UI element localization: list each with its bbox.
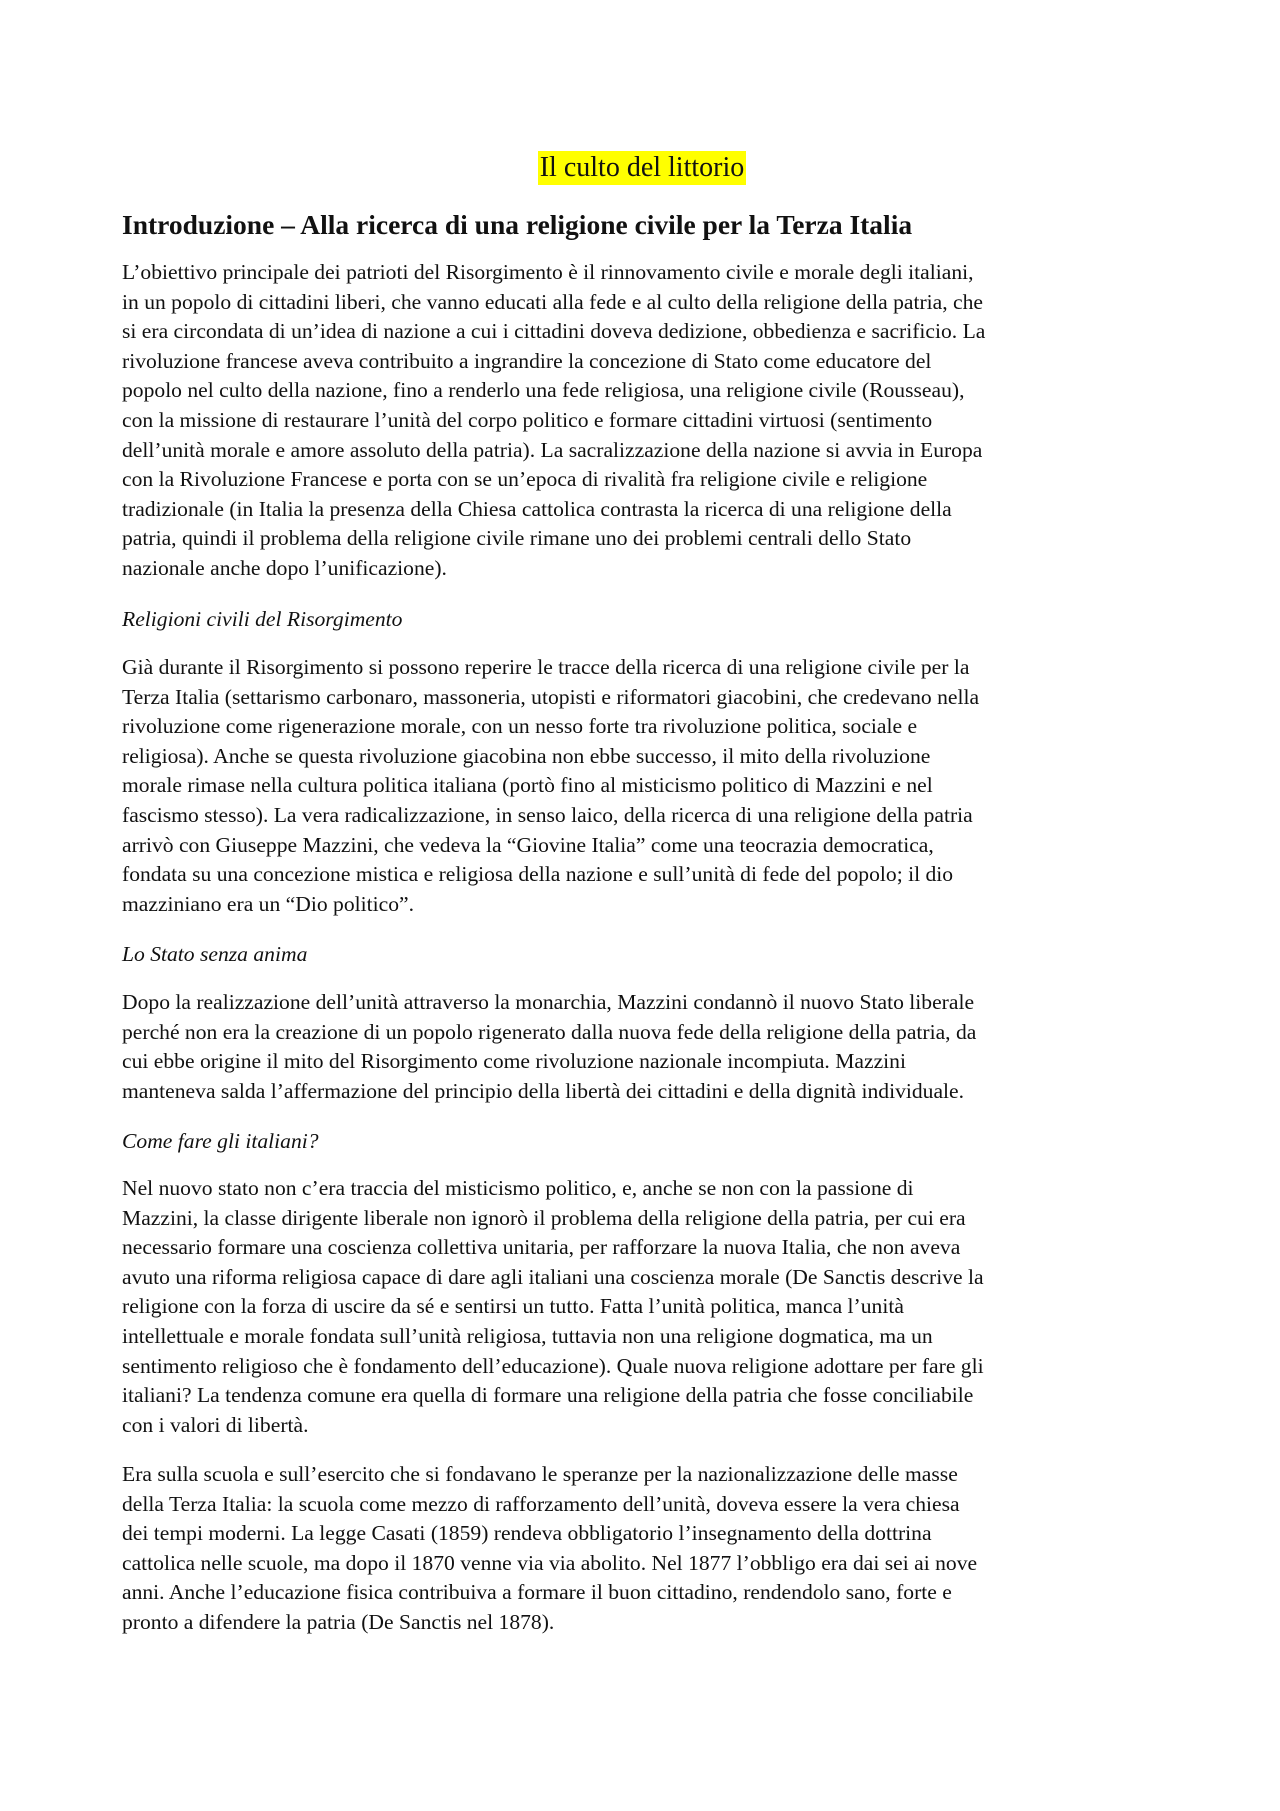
text-line: necessario formare una coscienza collettiva unitaria, per rafforzare la nuova Italia, che non aveva [122,1235,961,1260]
paragraph-religioni-civili [122,653,1162,919]
text-line: dei tempi moderni. La legge Casati (1859) rendeva obbligatorio l’insegnamento della dottrina [122,1521,932,1546]
text-line: intellettuale e morale fondata sull’unità religiosa, tuttavia non una religione dogmatica, ma un [122,1323,933,1348]
text-line: in un popolo di cittadini liberi, che vanno educati alla fede e al culto della religione della patria, che [122,289,984,314]
text-line: cattolica nelle scuole, ma dopo il 1870 venne via via abolito. Nel 1877 l’obbligo era dai sei ai nove [122,1550,978,1575]
document-title: Il culto del littorio [539,152,745,183]
text-line: Già durante il Risorgimento si possono reperire le tracce della ricerca di una religione civile per la [122,655,970,679]
text-line: cui ebbe origine il mito del Risorgimento come rivoluzione nazionale incompiuta. Mazzini [122,1049,906,1074]
paragraph-intro [122,258,1162,584]
text-line: patria, quindi il problema della religione civile rimane uno dei problemi centrali dello Stato [122,526,912,551]
text-line: nazionale anche dopo l’unificazione). [122,555,447,580]
text-line: perché non era la creazione di un popolo rigenerato dalla nuova fede della religione della patria, da [122,1019,977,1044]
text-line: avuto una riforma religiosa capace di dare agli italiani una coscienza morale (De Sanctis descrive la [122,1264,984,1289]
text-line: Mazzini, la classe dirigente liberale non ignorò il problema della religione della patria, per cui era [122,1205,966,1230]
text-line: rivoluzione come rigenerazione morale, con un nesso forte tra rivoluzione politica, sociale e [122,714,918,739]
text-line: Era sulla scuola e sull’esercito che si fondavano le speranze per la nazionalizzazione delle masse [122,1462,958,1486]
text-line: con la Rivoluzione Francese e porta con se un’epoca di rivalità fra religione civile e religione [122,467,928,492]
text-line: con la missione di restaurare l’unità del corpo politico e formare cittadini virtuosi (sentimento [122,407,933,432]
text-line: Terza Italia (settarismo carbonaro, massoneria, utopisti e riformatori giacobini, che credevano nella [122,684,980,709]
subheading-come-fare-gli-italiani: Come fare gli italiani? [122,1129,319,1153]
text-line: religiosa). Anche se questa rivoluzione giacobina non ebbe successo, il mito della rivoluzione [122,743,931,768]
subheading-stato-senza-anima: Lo Stato senza anima [122,942,308,966]
text-line: L’obiettivo principale dei patrioti del Risorgimento è il rinnovamento civile e morale degli italiani, [122,260,974,284]
text-line: pronto a difendere la patria (De Sanctis nel 1878). [122,1609,555,1634]
text-line: tradizionale (in Italia la presenza della Chiesa cattolica contrasta la ricerca di una religione della [122,496,952,521]
text-line: italiani? La tendenza comune era quella di formare una religione della patria che fosse conciliabile [122,1383,974,1408]
text-line: popolo nel culto della nazione, fino a renderlo una fede religiosa, una religione civile (Rousseau), [122,378,965,403]
text-line: fondata su una concezione mistica e religiosa della nazione e sull’unità di fede del popolo; il dio [122,862,954,887]
paragraph-stato-senza-anima [122,988,1162,1106]
text-line: anni. Anche l’educazione fisica contribuiva a formare il buon cittadino, rendendolo sano, forte e [122,1580,952,1605]
text-line: sentimento religioso che è fondamento dell’educazione). Quale nuova religione adottare per fare gli [122,1353,984,1378]
subheading-religioni-civili: Religioni civili del Risorgimento [122,607,403,631]
text-line: religione con la forza di uscire da sé e sentirsi un tutto. Fatta l’unità politica, manca l’unità [122,1294,904,1319]
text-line: manteneva salda l’affermazione del principio della libertà dei cittadini e della dignità individuale. [122,1078,965,1103]
paragraph-scuola-esercito [122,1460,1162,1638]
text-line: della Terza Italia: la scuola come mezzo di rafforzamento dell’unità, doveva essere la vera chiesa [122,1491,960,1516]
text-line: arrivò con Giuseppe Mazzini, che vedeva la “Giovine Italia” come una teocrazia democratica, [122,832,934,857]
text-line: rivoluzione francese aveva contribuito a ingrandire la concezione di Stato come educatore del [122,348,932,373]
text-line: Nel nuovo stato non c’era traccia del misticismo politico, e, anche se non con la passione di [122,1176,914,1200]
text-line: Dopo la realizzazione dell’unità attraverso la monarchia, Mazzini condannò il nuovo Stato liberale [122,990,975,1014]
text-line: si era circondata di un’idea di nazione a cui i cittadini doveva dedizione, obbedienza e sacrificio. La [122,319,986,344]
text-line: morale rimase nella cultura politica italiana (portò fino al misticismo politico di Mazzini e nel [122,773,933,798]
paragraph-come-fare-gli-italiani [122,1174,1162,1440]
text-line: mazziniano era un “Dio politico”. [122,891,415,916]
text-line: con i valori di libertà. [122,1412,309,1437]
title-container [122,151,1162,185]
text-line: dell’unità morale e amore assoluto della patria). La sacralizzazione della nazione si avvia in Europa [122,437,983,462]
text-line: fascismo stesso). La vera radicalizzazione, in senso laico, della ricerca di una religione della patria [122,802,973,827]
section-heading: Introduzione – Alla ricerca di una religione civile per la Terza Italia [122,209,913,240]
